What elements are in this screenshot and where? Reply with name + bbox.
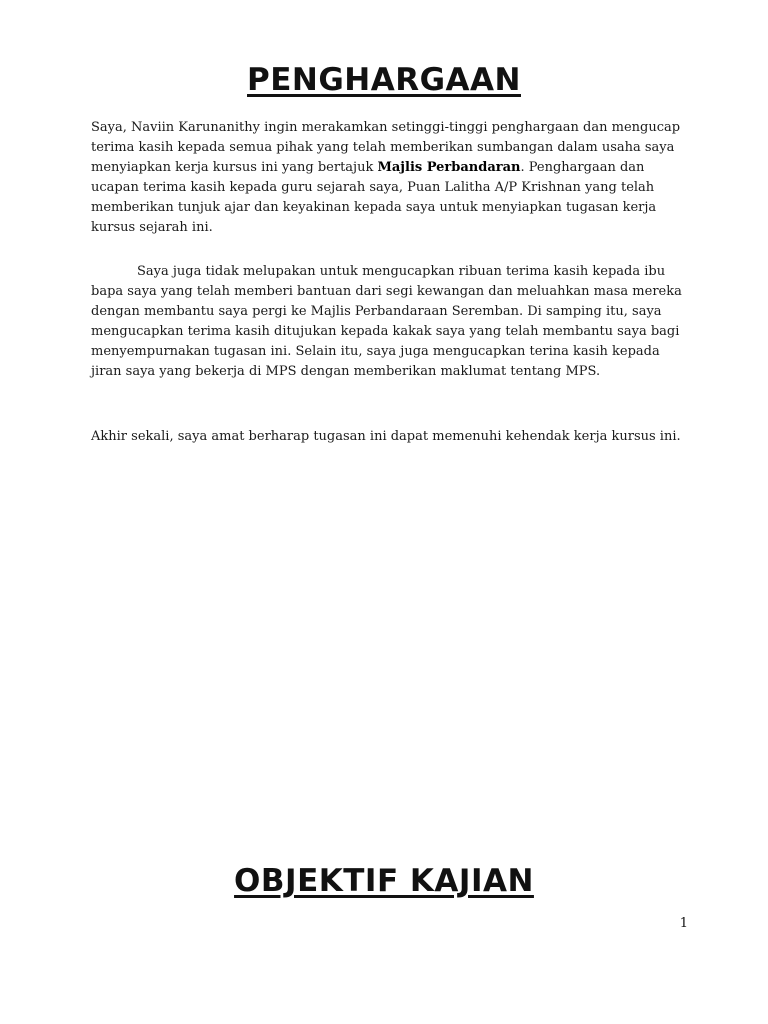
paragraph-intro-text-before: Saya, Naviin Karunanithy ingin merakamkan setinggi-tinggi penghargaan dan mengucap terima kasih kepada semua pihak yang telah memberikan sumbangan dalam usaha saya menyiapkan kerja kursus ini yang bertajuk (91, 120, 681, 175)
paragraph-intro-bold-title: Majlis Perbandaran (377, 160, 521, 175)
heading-objektif-kajian: OBJEKTIF KAJIAN (234, 863, 534, 899)
paragraph-family-thanks: Saya juga tidak melupakan untuk mengucapkan ribuan terima kasih kepada ibu bapa saya yang telah memberi bantuan dari segi kewangan dan meluahkan masa mereka dengan membantu saya pergi ke Majlis Perbandaraan Seremban. Di samping itu, saya mengucapkan terima kasih ditujukan kepada kakak saya yang telah membantu saya bagi menyempurnakan tugasan ini. Selain itu, saya juga mengucapkan terina kasih kepada jiran saya yang bekerja di MPS dengan memberikan maklumat tentang MPS. (91, 264, 682, 379)
paragraph-closing: Akhir sekali, saya amat berharap tugasan ini dapat memenuhi kehendak kerja kursus ini. (91, 429, 681, 444)
paragraph-intro-text-after: . Penghargaan dan ucapan terima kasih kepada guru sejarah saya, Puan Lalitha A/P Krishnan yang telah memberikan tunjuk ajar dan keyakinan kepada saya untuk menyiapkan tugasan kerja kursus sejarah ini. (91, 160, 657, 235)
page-number: 1 (679, 916, 688, 931)
heading-penghargaan: PENGHARGAAN (247, 62, 521, 98)
paragraph-intro (91, 118, 691, 238)
